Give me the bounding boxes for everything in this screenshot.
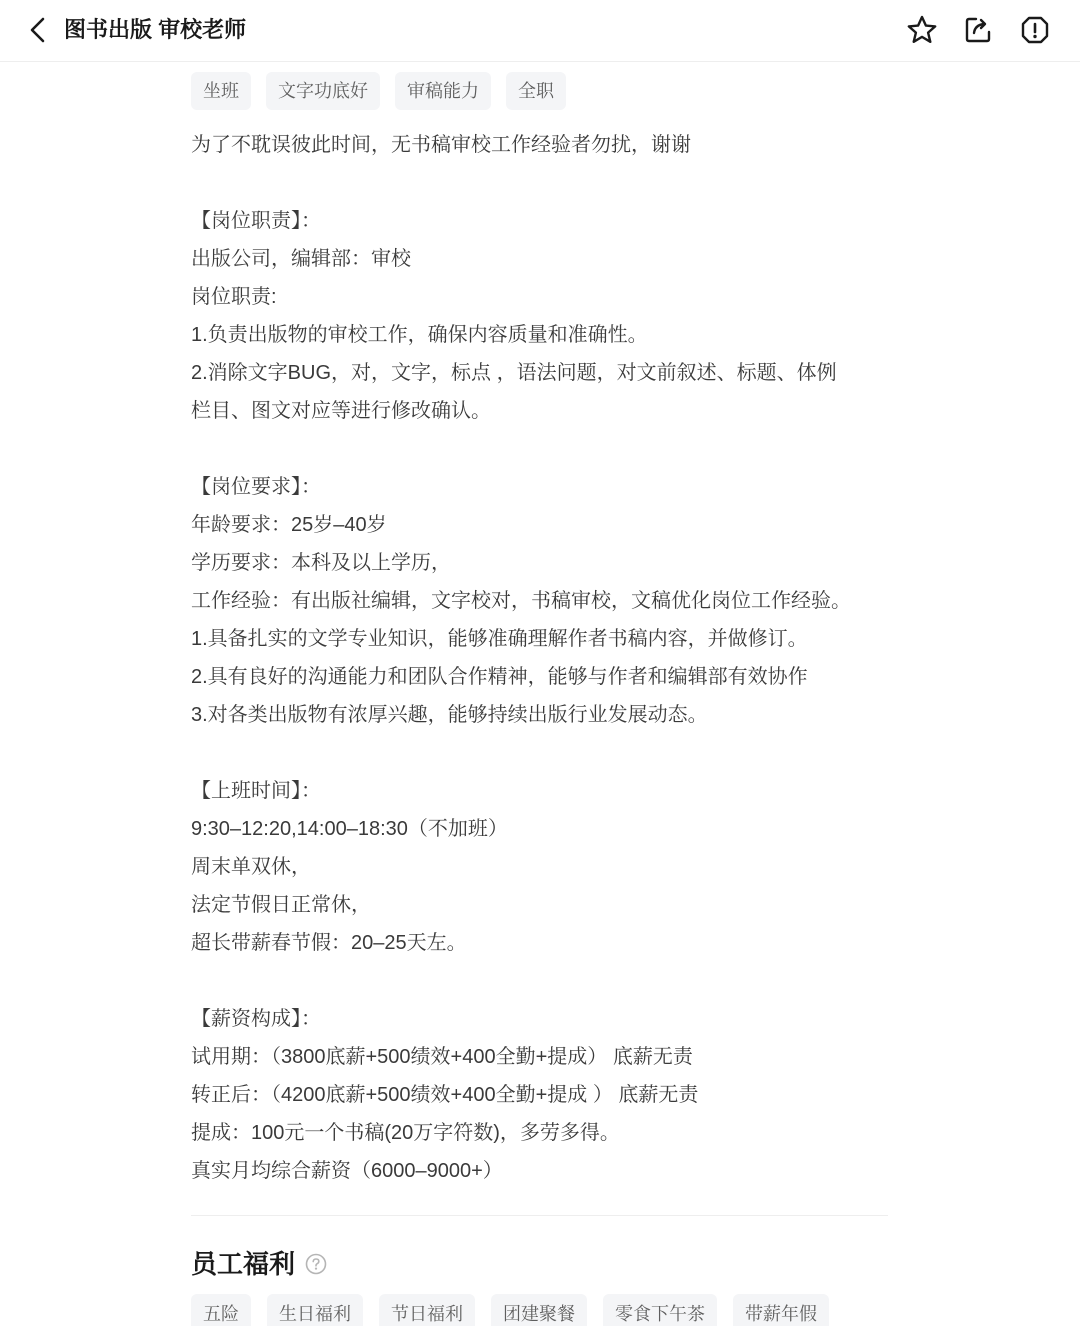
description-line: 3.对各类出版物有浓厚兴趣，能够持续出版行业发展动态。 <box>191 704 708 726</box>
section-divider <box>191 1215 888 1216</box>
benefit-tag: 零食下午茶 <box>603 1294 717 1326</box>
page-title: 图书出版 审校老师 <box>64 17 247 42</box>
description-line: 真实月均综合薪资（6000–9000+） <box>191 1160 503 1182</box>
description-line: 1.具备扎实的文学专业知识，能够准确理解作者书稿内容，并做修订。 <box>191 628 808 650</box>
benefit-tag: 生日福利 <box>267 1294 363 1326</box>
description-line: 为了不耽误彼此时间，无书稿审校工作经验者勿扰，谢谢 <box>191 134 691 156</box>
description-line: 出版公司，编辑部：审校 <box>191 248 411 270</box>
description-line: 9:30–12:20,14:00–18:30（不加班） <box>191 818 508 840</box>
description-line: 年龄要求：25岁–40岁 <box>191 514 387 536</box>
job-tags <box>191 72 566 110</box>
description-line: 法定节假日正常休， <box>191 894 371 916</box>
description-line <box>191 734 891 772</box>
question-circle-icon <box>305 1253 327 1275</box>
favorite-button[interactable] <box>904 12 940 48</box>
benefit-tag: 五险 <box>191 1294 251 1326</box>
share-button[interactable] <box>960 12 996 48</box>
job-description <box>191 126 891 1190</box>
job-tag: 审稿能力 <box>395 72 491 110</box>
description-line: 周末单双休， <box>191 856 311 878</box>
benefit-tag: 节日福利 <box>379 1294 475 1326</box>
benefits-help-button[interactable] <box>305 1253 327 1275</box>
description-line: 【上班时间】： <box>191 780 321 802</box>
job-tag: 文字功底好 <box>266 72 380 110</box>
description-line: 岗位职责: <box>191 286 277 308</box>
header-bar <box>0 0 1080 62</box>
description-line: 栏目、图文对应等进行修改确认。 <box>191 400 491 422</box>
job-tag: 全职 <box>506 72 566 110</box>
description-line <box>191 962 891 1000</box>
benefits-title-text: 员工福利 <box>191 1249 296 1279</box>
alert-icon <box>1019 14 1051 46</box>
report-button[interactable] <box>1017 12 1053 48</box>
star-icon <box>906 14 938 46</box>
benefit-tags <box>191 1294 829 1326</box>
benefits-section-title <box>191 1244 327 1284</box>
description-line: 转正后：（4200底薪+500绩效+400全勤+提成 ） 底薪无责 <box>191 1084 699 1106</box>
description-line: 学历要求：本科及以上学历， <box>191 552 451 574</box>
description-line <box>191 430 891 468</box>
description-line: 工作经验：有出版社编辑，文字校对，书稿审校，文稿优化岗位工作经验。 <box>191 590 851 612</box>
back-button[interactable] <box>20 12 56 48</box>
description-line: 超长带薪春节假：20–25天左。 <box>191 932 467 954</box>
description-line: 提成：100元一个书稿(20万字符数)，多劳多得。 <box>191 1122 620 1144</box>
description-line: 试用期：（3800底薪+500绩效+400全勤+提成） 底薪无责 <box>191 1046 693 1068</box>
description-line: 【薪资构成】： <box>191 1008 321 1030</box>
description-line: 2.消除文字BUG，对，文字，标点 ，语法问题，对文前叙述、标题、体例 <box>191 362 837 384</box>
description-line: 【岗位要求】： <box>191 476 321 498</box>
benefit-tag: 带薪年假 <box>733 1294 829 1326</box>
description-line: 1.负责出版物的审校工作，确保内容质量和准确性。 <box>191 324 648 346</box>
job-tag: 坐班 <box>191 72 251 110</box>
chevron-left-icon <box>28 16 48 44</box>
benefit-tag: 团建聚餐 <box>491 1294 587 1326</box>
description-line: 【岗位职责】： <box>191 210 321 232</box>
description-line: 2.具有良好的沟通能力和团队合作精神，能够与作者和编辑部有效协作 <box>191 666 808 688</box>
description-line <box>191 164 891 202</box>
share-icon <box>962 14 994 46</box>
